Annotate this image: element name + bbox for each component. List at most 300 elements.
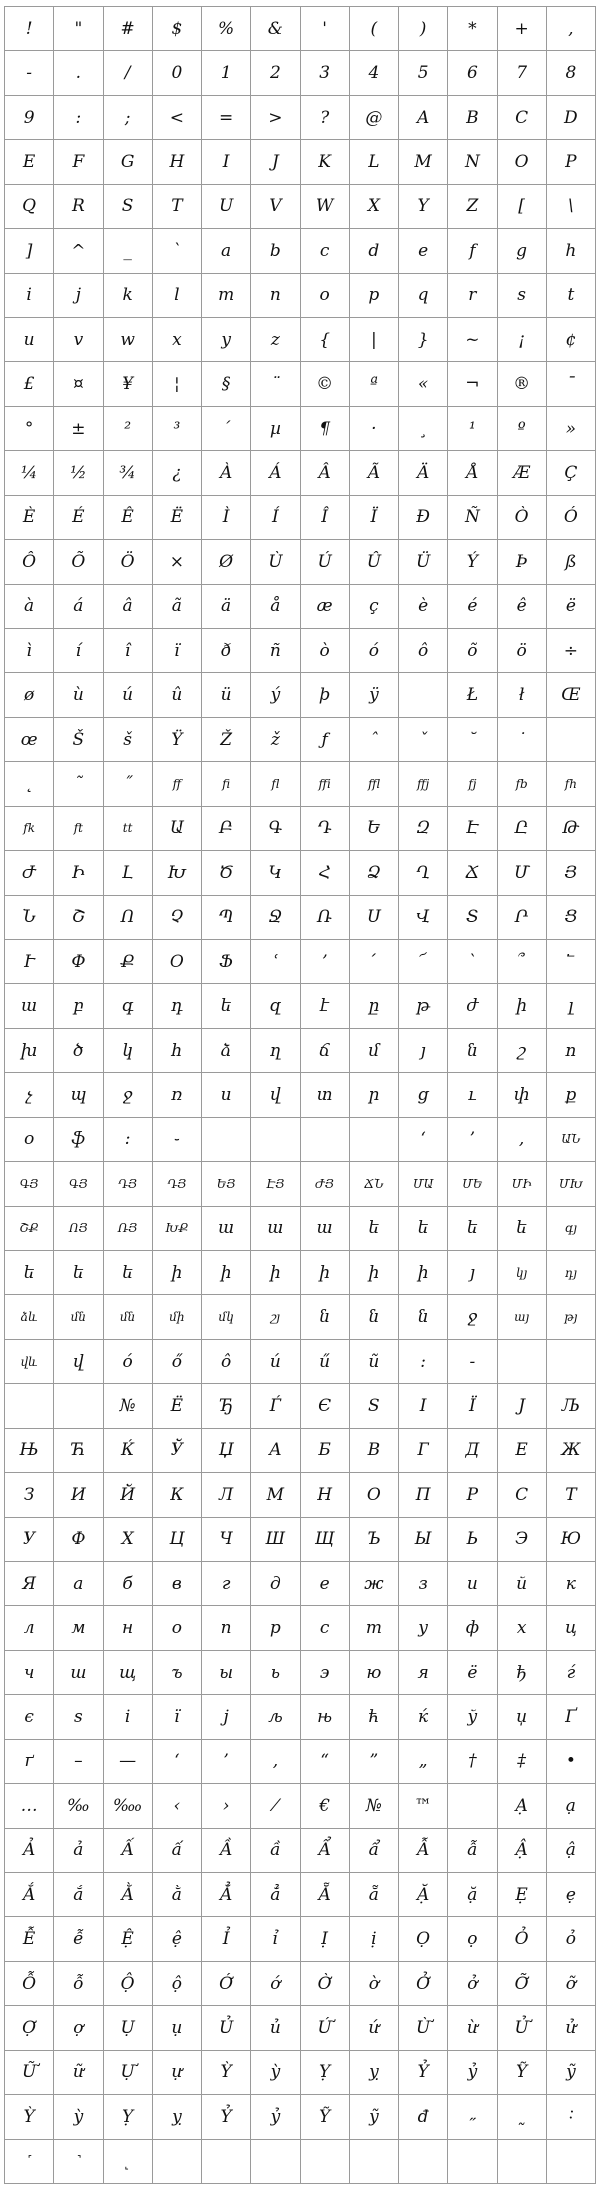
glyph-cell <box>350 1118 399 1162</box>
glyph-cell: փ <box>498 1073 547 1117</box>
glyph-cell: , <box>498 1118 547 1162</box>
glyph-cell: ќ <box>399 1695 448 1739</box>
glyph-cell: л <box>5 1606 54 1650</box>
glyph-cell: մն <box>54 1295 103 1339</box>
glyph-cell: ¾ <box>104 451 153 495</box>
glyph-cell: Ỹ <box>301 2095 350 2139</box>
glyph-cell: — <box>104 1740 153 1784</box>
glyph-cell: Y <box>399 185 448 229</box>
glyph-cell: ^ <box>54 229 103 273</box>
glyph-cell: º <box>498 407 547 451</box>
glyph-cell: Ã <box>350 451 399 495</box>
glyph-cell: Þ <box>498 540 547 584</box>
glyph-cell: ê <box>498 585 547 629</box>
glyph-cell: ս <box>202 1073 251 1117</box>
glyph-cell: ő <box>153 1340 202 1384</box>
glyph-cell: ä <box>202 585 251 629</box>
glyph-cell: ‘ <box>399 1118 448 1162</box>
glyph-cell: ẫ <box>448 1829 497 1873</box>
glyph-cell: ` <box>153 229 202 273</box>
glyph-cell: ց <box>399 1073 448 1117</box>
glyph-cell: ffj <box>399 762 448 806</box>
glyph-cell: ч <box>5 1651 54 1695</box>
glyph-cell: ô <box>202 1340 251 1384</box>
glyph-cell: " <box>54 7 103 51</box>
glyph-cell: ] <box>5 229 54 273</box>
glyph-cell: օ <box>5 1118 54 1162</box>
glyph-cell: ü <box>202 673 251 717</box>
glyph-cell: հ <box>153 1029 202 1073</box>
glyph-cell: ầ <box>251 1829 300 1873</box>
glyph-cell: Æ <box>498 451 547 495</box>
glyph-cell: Ր <box>498 896 547 940</box>
glyph-cell: Š <box>54 718 103 762</box>
glyph-cell: ‡ <box>498 1740 547 1784</box>
glyph-cell: ՃՆ <box>350 1162 399 1206</box>
glyph-cell: B <box>448 96 497 140</box>
glyph-cell: Ц <box>153 1518 202 1562</box>
glyph-cell: i <box>5 274 54 318</box>
glyph-cell: А <box>251 1429 300 1473</box>
glyph-cell: ð <box>202 629 251 673</box>
glyph-cell: Û <box>350 540 399 584</box>
glyph-cell: մկ <box>202 1295 251 1339</box>
glyph-cell: è <box>399 585 448 629</box>
glyph-cell: ա <box>301 1207 350 1251</box>
glyph-cell: а <box>54 1562 103 1606</box>
glyph-cell: R <box>54 185 103 229</box>
glyph-cell: Ỵ <box>301 2051 350 2095</box>
glyph-cell: ԴՅ <box>153 1162 202 1206</box>
glyph-cell: ў <box>448 1695 497 1739</box>
glyph-cell: Ệ <box>104 1917 153 1961</box>
glyph-cell: ó <box>350 629 399 673</box>
glyph-cell: Ỷ <box>202 2095 251 2139</box>
glyph-cell: fj <box>448 762 497 806</box>
glyph-cell: a <box>202 229 251 273</box>
glyph-cell: Ѕ <box>350 1384 399 1428</box>
glyph-cell: Ш <box>251 1518 300 1562</box>
glyph-cell <box>448 1784 497 1828</box>
glyph-cell: ˙ <box>498 718 547 762</box>
glyph-cell: щ <box>104 1651 153 1695</box>
glyph-cell: շ <box>498 1029 547 1073</box>
glyph-cell: ё <box>448 1651 497 1695</box>
glyph-cell: m <box>202 274 251 318</box>
glyph-cell: ջ <box>104 1073 153 1117</box>
glyph-cell: Փ <box>54 940 103 984</box>
glyph-cell: ù <box>54 673 103 717</box>
glyph-cell: ¯ <box>547 362 596 406</box>
glyph-cell: Щ <box>301 1518 350 1562</box>
glyph-cell: Ê <box>104 496 153 540</box>
glyph-cell: Ç <box>547 451 596 495</box>
glyph-cell: ž <box>251 718 300 762</box>
glyph-cell: Г <box>399 1429 448 1473</box>
glyph-cell: Â <box>301 451 350 495</box>
glyph-cell: ։ <box>104 1118 153 1162</box>
glyph-cell: ß <box>547 540 596 584</box>
glyph-cell: ˜ <box>54 762 103 806</box>
glyph-cell <box>251 2140 300 2184</box>
glyph-cell: ћ <box>350 1695 399 1739</box>
glyph-cell: ấ <box>153 1829 202 1873</box>
glyph-cell: ѓ <box>547 1651 596 1695</box>
glyph-cell: գ <box>104 984 153 1028</box>
glyph-cell: ũ <box>350 1340 399 1384</box>
glyph-cell: Ờ <box>301 1962 350 2006</box>
glyph-cell: ộ <box>153 1962 202 2006</box>
glyph-cell: 5 <box>399 51 448 95</box>
glyph-cell: տ <box>301 1073 350 1117</box>
glyph-cell: і <box>104 1695 153 1739</box>
glyph-cell: ! <box>5 7 54 51</box>
glyph-cell: z <box>251 318 300 362</box>
glyph-cell: ‱ <box>104 1784 153 1828</box>
glyph-cell: Շ <box>54 896 103 940</box>
glyph-cell: @ <box>350 96 399 140</box>
glyph-cell: × <box>153 540 202 584</box>
glyph-cell: Ս <box>350 896 399 940</box>
glyph-cell <box>448 2140 497 2184</box>
glyph-cell: S <box>104 185 153 229</box>
glyph-cell: ű <box>301 1340 350 1384</box>
glyph-cell: ˇ <box>399 718 448 762</box>
glyph-cell: ˺ <box>54 2140 103 2184</box>
glyph-cell: ԳՅ <box>54 1162 103 1206</box>
glyph-cell: Ա <box>153 807 202 851</box>
glyph-cell: в <box>153 1562 202 1606</box>
glyph-cell: ạ <box>547 1784 596 1828</box>
glyph-cell: 3 <box>301 51 350 95</box>
glyph-cell: Э <box>498 1518 547 1562</box>
glyph-cell: > <box>251 96 300 140</box>
glyph-cell: q <box>399 274 448 318</box>
glyph-cell: Ầ <box>202 1829 251 1873</box>
glyph-cell: է <box>301 984 350 1028</box>
glyph-cell: ° <box>5 407 54 451</box>
glyph-cell: < <box>153 96 202 140</box>
glyph-cell: ՜ <box>399 940 448 984</box>
glyph-cell: ի <box>301 1251 350 1295</box>
glyph-cell: ỵ <box>350 2051 399 2095</box>
glyph-cell: tt <box>104 807 153 851</box>
glyph-cell: Ջ <box>251 896 300 940</box>
glyph-cell: Ỳ <box>202 2051 251 2095</box>
glyph-cell: Ừ <box>399 2006 448 2050</box>
glyph-cell: e <box>399 229 448 273</box>
glyph-cell: Ỵ <box>104 2095 153 2139</box>
glyph-cell: ՝ <box>448 940 497 984</box>
glyph-cell: Ộ <box>104 1962 153 2006</box>
glyph-cell: Ֆ <box>202 940 251 984</box>
glyph-cell: љ <box>251 1695 300 1739</box>
glyph-cell: ՚ <box>301 940 350 984</box>
glyph-cell: ի <box>350 1251 399 1295</box>
glyph-cell: ặ <box>448 1873 497 1917</box>
glyph-cell: ì <box>5 629 54 673</box>
glyph-cell: Թ <box>547 807 596 851</box>
glyph-cell: Й <box>104 1473 153 1517</box>
glyph-cell: ф <box>448 1606 497 1650</box>
glyph-cell: ò <box>301 629 350 673</box>
glyph-cell: կյ <box>498 1251 547 1295</box>
glyph-cell <box>301 2140 350 2184</box>
glyph-cell: ֆ <box>54 1118 103 1162</box>
glyph-cell: fl <box>251 762 300 806</box>
glyph-cell: ը <box>350 984 399 1028</box>
glyph-cell: Т <box>547 1473 596 1517</box>
glyph-cell: p <box>350 274 399 318</box>
glyph-cell: ј <box>202 1695 251 1739</box>
glyph-cell: Ẵ <box>301 1873 350 1917</box>
glyph-cell: ‚ <box>251 1740 300 1784</box>
glyph-cell: Ủ <box>202 2006 251 2050</box>
glyph-cell: Ը <box>498 807 547 851</box>
glyph-cell: Ẩ <box>301 1829 350 1873</box>
glyph-cell: Ặ <box>399 1873 448 1917</box>
glyph-cell: » <box>547 407 596 451</box>
glyph-cell: ձև <box>5 1295 54 1339</box>
glyph-cell: Ј <box>498 1384 547 1428</box>
glyph-cell: Ё <box>153 1384 202 1428</box>
glyph-cell: Ự <box>104 2051 153 2095</box>
glyph-cell: Ч <box>202 1518 251 1562</box>
glyph-cell: 1 <box>202 51 251 95</box>
glyph-cell: I <box>202 140 251 184</box>
glyph-cell: ՄԵ <box>448 1162 497 1206</box>
glyph-cell: ứ <box>350 2006 399 2050</box>
glyph-cell: Å <box>448 451 497 495</box>
glyph-cell: այ <box>498 1295 547 1339</box>
glyph-cell: 2 <box>251 51 300 95</box>
glyph-cell: - <box>448 1340 497 1384</box>
glyph-cell: y <box>202 318 251 362</box>
glyph-cell <box>350 2140 399 2184</box>
glyph-cell: պ <box>54 1073 103 1117</box>
glyph-cell: F <box>54 140 103 184</box>
glyph-cell: ь <box>251 1651 300 1695</box>
glyph-cell: մն <box>104 1295 153 1339</box>
glyph-cell: Ы <box>399 1518 448 1562</box>
glyph-cell: գյ <box>547 1207 596 1251</box>
glyph-cell: x <box>153 318 202 362</box>
glyph-cell: ¨ <box>251 362 300 406</box>
glyph-cell: * <box>448 7 497 51</box>
glyph-cell: - <box>5 51 54 95</box>
glyph-cell: K <box>301 140 350 184</box>
glyph-cell: Ẳ <box>202 1873 251 1917</box>
glyph-cell: ỉ <box>251 1917 300 1961</box>
glyph-cell: Њ <box>5 1429 54 1473</box>
glyph-cell: & <box>251 7 300 51</box>
glyph-cell: У <box>5 1518 54 1562</box>
glyph-cell: Ỷ <box>399 2051 448 2095</box>
glyph-cell: í <box>54 629 103 673</box>
glyph-cell: Ќ <box>104 1429 153 1473</box>
glyph-cell: т <box>350 1606 399 1650</box>
glyph-cell: ẹ <box>547 1873 596 1917</box>
glyph-cell: ỡ <box>547 1962 596 2006</box>
glyph-cell: ՄԽ <box>547 1162 596 1206</box>
glyph-cell: Ì <box>202 496 251 540</box>
glyph-cell: ե <box>350 1207 399 1251</box>
glyph-cell: ) <box>399 7 448 51</box>
glyph-cell: н <box>104 1606 153 1650</box>
glyph-cell: “ <box>301 1740 350 1784</box>
glyph-cell: { <box>301 318 350 362</box>
glyph-cell: Ễ <box>5 1917 54 1961</box>
glyph-cell: 9 <box>5 96 54 140</box>
glyph-cell: њ <box>301 1695 350 1739</box>
glyph-cell: е <box>301 1562 350 1606</box>
glyph-cell: | <box>350 318 399 362</box>
glyph-cell: Ж <box>547 1429 596 1473</box>
glyph-cell: k <box>104 274 153 318</box>
glyph-cell: ñ <box>251 629 300 673</box>
glyph-cell: ѕ <box>54 1695 103 1739</box>
glyph-cell: · <box>350 407 399 451</box>
glyph-cell: w <box>104 318 153 362</box>
glyph-cell: fi <box>202 762 251 806</box>
glyph-cell: ỹ <box>547 2051 596 2095</box>
glyph-cell: ® <box>498 362 547 406</box>
glyph-cell: ի <box>399 1251 448 1295</box>
glyph-cell: ô <box>399 629 448 673</box>
glyph-cell: Ք <box>104 940 153 984</box>
glyph-cell: ¡ <box>498 318 547 362</box>
glyph-cell: › <box>202 1784 251 1828</box>
glyph-cell: ջ <box>448 1295 497 1339</box>
glyph-cell: З <box>5 1473 54 1517</box>
glyph-cell: « <box>399 362 448 406</box>
glyph-cell: Ở <box>399 1962 448 2006</box>
glyph-cell: l <box>153 274 202 318</box>
glyph-cell: ữ <box>54 2051 103 2095</box>
glyph-cell: վ <box>54 1340 103 1384</box>
glyph-cell: д <box>251 1562 300 1606</box>
glyph-cell: d <box>350 229 399 273</box>
glyph-cell: ¼ <box>5 451 54 495</box>
glyph-cell: № <box>350 1784 399 1828</box>
glyph-cell: Ւ <box>5 940 54 984</box>
glyph-cell: £ <box>5 362 54 406</box>
glyph-cell: ˹ <box>5 2140 54 2184</box>
glyph-cell: ձ <box>202 1029 251 1073</box>
glyph-cell: Ù <box>251 540 300 584</box>
glyph-cell: Œ <box>547 673 596 717</box>
glyph-cell: ờ <box>350 1962 399 2006</box>
glyph-cell: f <box>448 229 497 273</box>
glyph-cell: Ữ <box>5 2051 54 2095</box>
glyph-cell: Կ <box>251 851 300 895</box>
glyph-cell: M <box>399 140 448 184</box>
glyph-cell: ử <box>547 2006 596 2050</box>
glyph-cell <box>251 1118 300 1162</box>
glyph-cell: Ị <box>301 1917 350 1961</box>
glyph-cell: Ả <box>5 1829 54 1873</box>
glyph-cell: Ỹ <box>498 2051 547 2095</box>
glyph-cell: Ñ <box>448 496 497 540</box>
glyph-cell: ԳՅ <box>5 1162 54 1206</box>
glyph-cell: ã <box>153 585 202 629</box>
glyph-cell: E <box>5 140 54 184</box>
glyph-cell: ´ <box>202 407 251 451</box>
glyph-cell: ե <box>498 1207 547 1251</box>
glyph-cell: \ <box>547 185 596 229</box>
glyph-cell: կ <box>104 1029 153 1073</box>
glyph-cell: ¬ <box>448 362 497 406</box>
glyph-cell: Ð <box>399 496 448 540</box>
glyph-cell: С <box>498 1473 547 1517</box>
glyph-cell: ợ <box>54 2006 103 2050</box>
glyph-cell: ՙ <box>251 940 300 984</box>
glyph-cell <box>5 1384 54 1428</box>
glyph-cell: Ọ <box>399 1917 448 1961</box>
glyph-cell: ằ <box>153 1873 202 1917</box>
glyph-cell: Р <box>448 1473 497 1517</box>
glyph-cell: ự <box>153 2051 202 2095</box>
glyph-cell: Ю <box>547 1518 596 1562</box>
glyph-cell: € <box>301 1784 350 1828</box>
glyph-cell: К <box>153 1473 202 1517</box>
glyph-cell: ж <box>350 1562 399 1606</box>
glyph-cell: ы <box>202 1651 251 1695</box>
glyph-cell: Ụ <box>104 2006 153 2050</box>
glyph-cell: ՞ <box>498 940 547 984</box>
glyph-cell: Է <box>448 807 497 851</box>
glyph-cell: Ł <box>448 673 497 717</box>
glyph-cell: Ծ <box>202 851 251 895</box>
glyph-cell: վև <box>5 1340 54 1384</box>
glyph-cell: 0 <box>153 51 202 95</box>
glyph-cell: Í <box>251 496 300 540</box>
glyph-cell: я <box>399 1651 448 1695</box>
glyph-cell: ˝ <box>104 762 153 806</box>
glyph-cell: _ <box>104 229 153 273</box>
glyph-cell: Մ <box>498 851 547 895</box>
glyph-cell: Ứ <box>301 2006 350 2050</box>
glyph-cell: ի <box>202 1251 251 1295</box>
glyph-cell: fh <box>547 762 596 806</box>
glyph-cell: ի <box>153 1251 202 1295</box>
glyph-cell: r <box>448 274 497 318</box>
glyph-cell: յ <box>448 1251 497 1295</box>
glyph-cell: ґ <box>5 1740 54 1784</box>
glyph-cell: Զ <box>399 807 448 851</box>
glyph-cell: + <box>498 7 547 51</box>
glyph-cell: ft <box>54 807 103 851</box>
glyph-cell: ẳ <box>251 1873 300 1917</box>
glyph-cell: W <box>301 185 350 229</box>
glyph-cell: à <box>5 585 54 629</box>
glyph-cell: п <box>202 1606 251 1650</box>
glyph-cell: ¶ <box>301 407 350 451</box>
glyph-cell: ẩ <box>350 1829 399 1873</box>
glyph-cell: Î <box>301 496 350 540</box>
glyph-cell: Е <box>498 1429 547 1473</box>
glyph-cell: б <box>104 1562 153 1606</box>
glyph-cell: Ї <box>448 1384 497 1428</box>
glyph-cell: ր <box>350 1073 399 1117</box>
glyph-cell: ա <box>5 984 54 1028</box>
glyph-cell: к <box>547 1562 596 1606</box>
glyph-cell: P <box>547 140 596 184</box>
glyph-cell: ỷ <box>251 2095 300 2139</box>
glyph-cell: v <box>54 318 103 362</box>
glyph-cell: © <box>301 362 350 406</box>
glyph-cell: с <box>301 1606 350 1650</box>
